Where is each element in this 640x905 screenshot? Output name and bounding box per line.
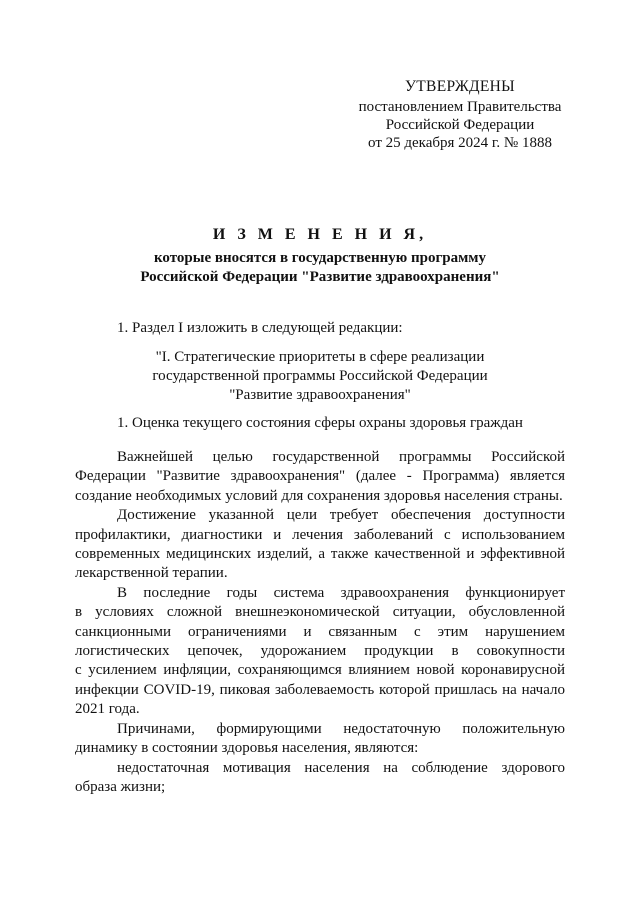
approval-title: УТВЕРЖДЕНЫ <box>405 78 515 95</box>
section-heading-line-2: государственной программы Российской Федерации <box>152 368 488 384</box>
paragraph-line: образа жизни; <box>75 778 166 795</box>
document-title: И З М Е Н Е Н И Я, <box>212 226 428 243</box>
paragraph-line: с усилением инфляции, сохраняющимся влиянием новой коронавирусной <box>75 662 565 679</box>
paragraph-line: недостаточная мотивация населения на соблюдение здорового <box>117 759 565 776</box>
paragraph-line: санкционными ограничениями и связанным с этим нарушением <box>75 623 565 640</box>
subtitle-line-2: Российской Федерации "Развитие здравоохранения" <box>140 269 500 285</box>
paragraph-line: создание необходимых условий для сохранения здоровья населения страны. <box>75 487 563 504</box>
section-heading <box>110 348 530 405</box>
section-heading-line-1: "I. Стратегические приоритеты в сфере реализации <box>155 349 485 365</box>
paragraph-line: лекарственной терапии. <box>75 565 228 582</box>
paragraph-line: Федерации "Развитие здравоохранения" (далее - Программа) является <box>75 468 565 485</box>
paragraph-line: Важнейшей целью государственной программы Российской <box>117 449 565 465</box>
approval-date: от 25 декабря 2024 г. № 1888 <box>368 135 552 151</box>
paragraph-line: Причинами, формирующими недостаточную положительную <box>117 720 565 737</box>
paragraph-line: 2021 года. <box>75 701 140 718</box>
paragraph-line: инфекции COVID-19, пиковая заболеваемость которой пришлась на начало <box>75 681 565 698</box>
subtitle-line-1: которые вносятся в государственную программу <box>153 250 487 266</box>
paragraph-1 <box>75 448 565 506</box>
paragraph-4 <box>75 720 565 759</box>
body-text <box>75 448 565 797</box>
paragraph-line: в условиях сложной внешнеэкономической ситуации, обусловленной <box>75 604 565 621</box>
paragraph-2 <box>75 506 565 584</box>
approval-stamp <box>340 78 580 152</box>
paragraph-line: В последние годы система здравоохранения функционирует <box>117 584 565 601</box>
paragraph-line: динамику в состоянии здоровья населения, являются: <box>75 740 419 757</box>
paragraph-line: современных медицинских изделий, а также качественной и эффективной <box>75 546 565 563</box>
paragraph-3 <box>75 584 565 720</box>
section-heading-line-3: "Развитие здравоохранения" <box>229 387 411 403</box>
approval-line-3: Российской Федерации <box>385 117 535 133</box>
subsection-heading: 1. Оценка текущего состояния сферы охраны здоровья граждан <box>117 415 523 431</box>
paragraph-5 <box>75 759 565 798</box>
item-1: 1. Раздел I изложить в следующей редакции: <box>117 320 403 336</box>
approval-line-2: постановлением Правительства <box>358 99 562 115</box>
paragraph-line: логистических цепочек, удорожанием продукции в совокупности <box>75 643 565 660</box>
document-subtitle <box>100 249 540 287</box>
paragraph-line: профилактики, диагностики и лечения заболеваний с использованием <box>75 526 565 543</box>
paragraph-line: Достижение указанной цели требует обеспечения доступности <box>117 507 565 524</box>
